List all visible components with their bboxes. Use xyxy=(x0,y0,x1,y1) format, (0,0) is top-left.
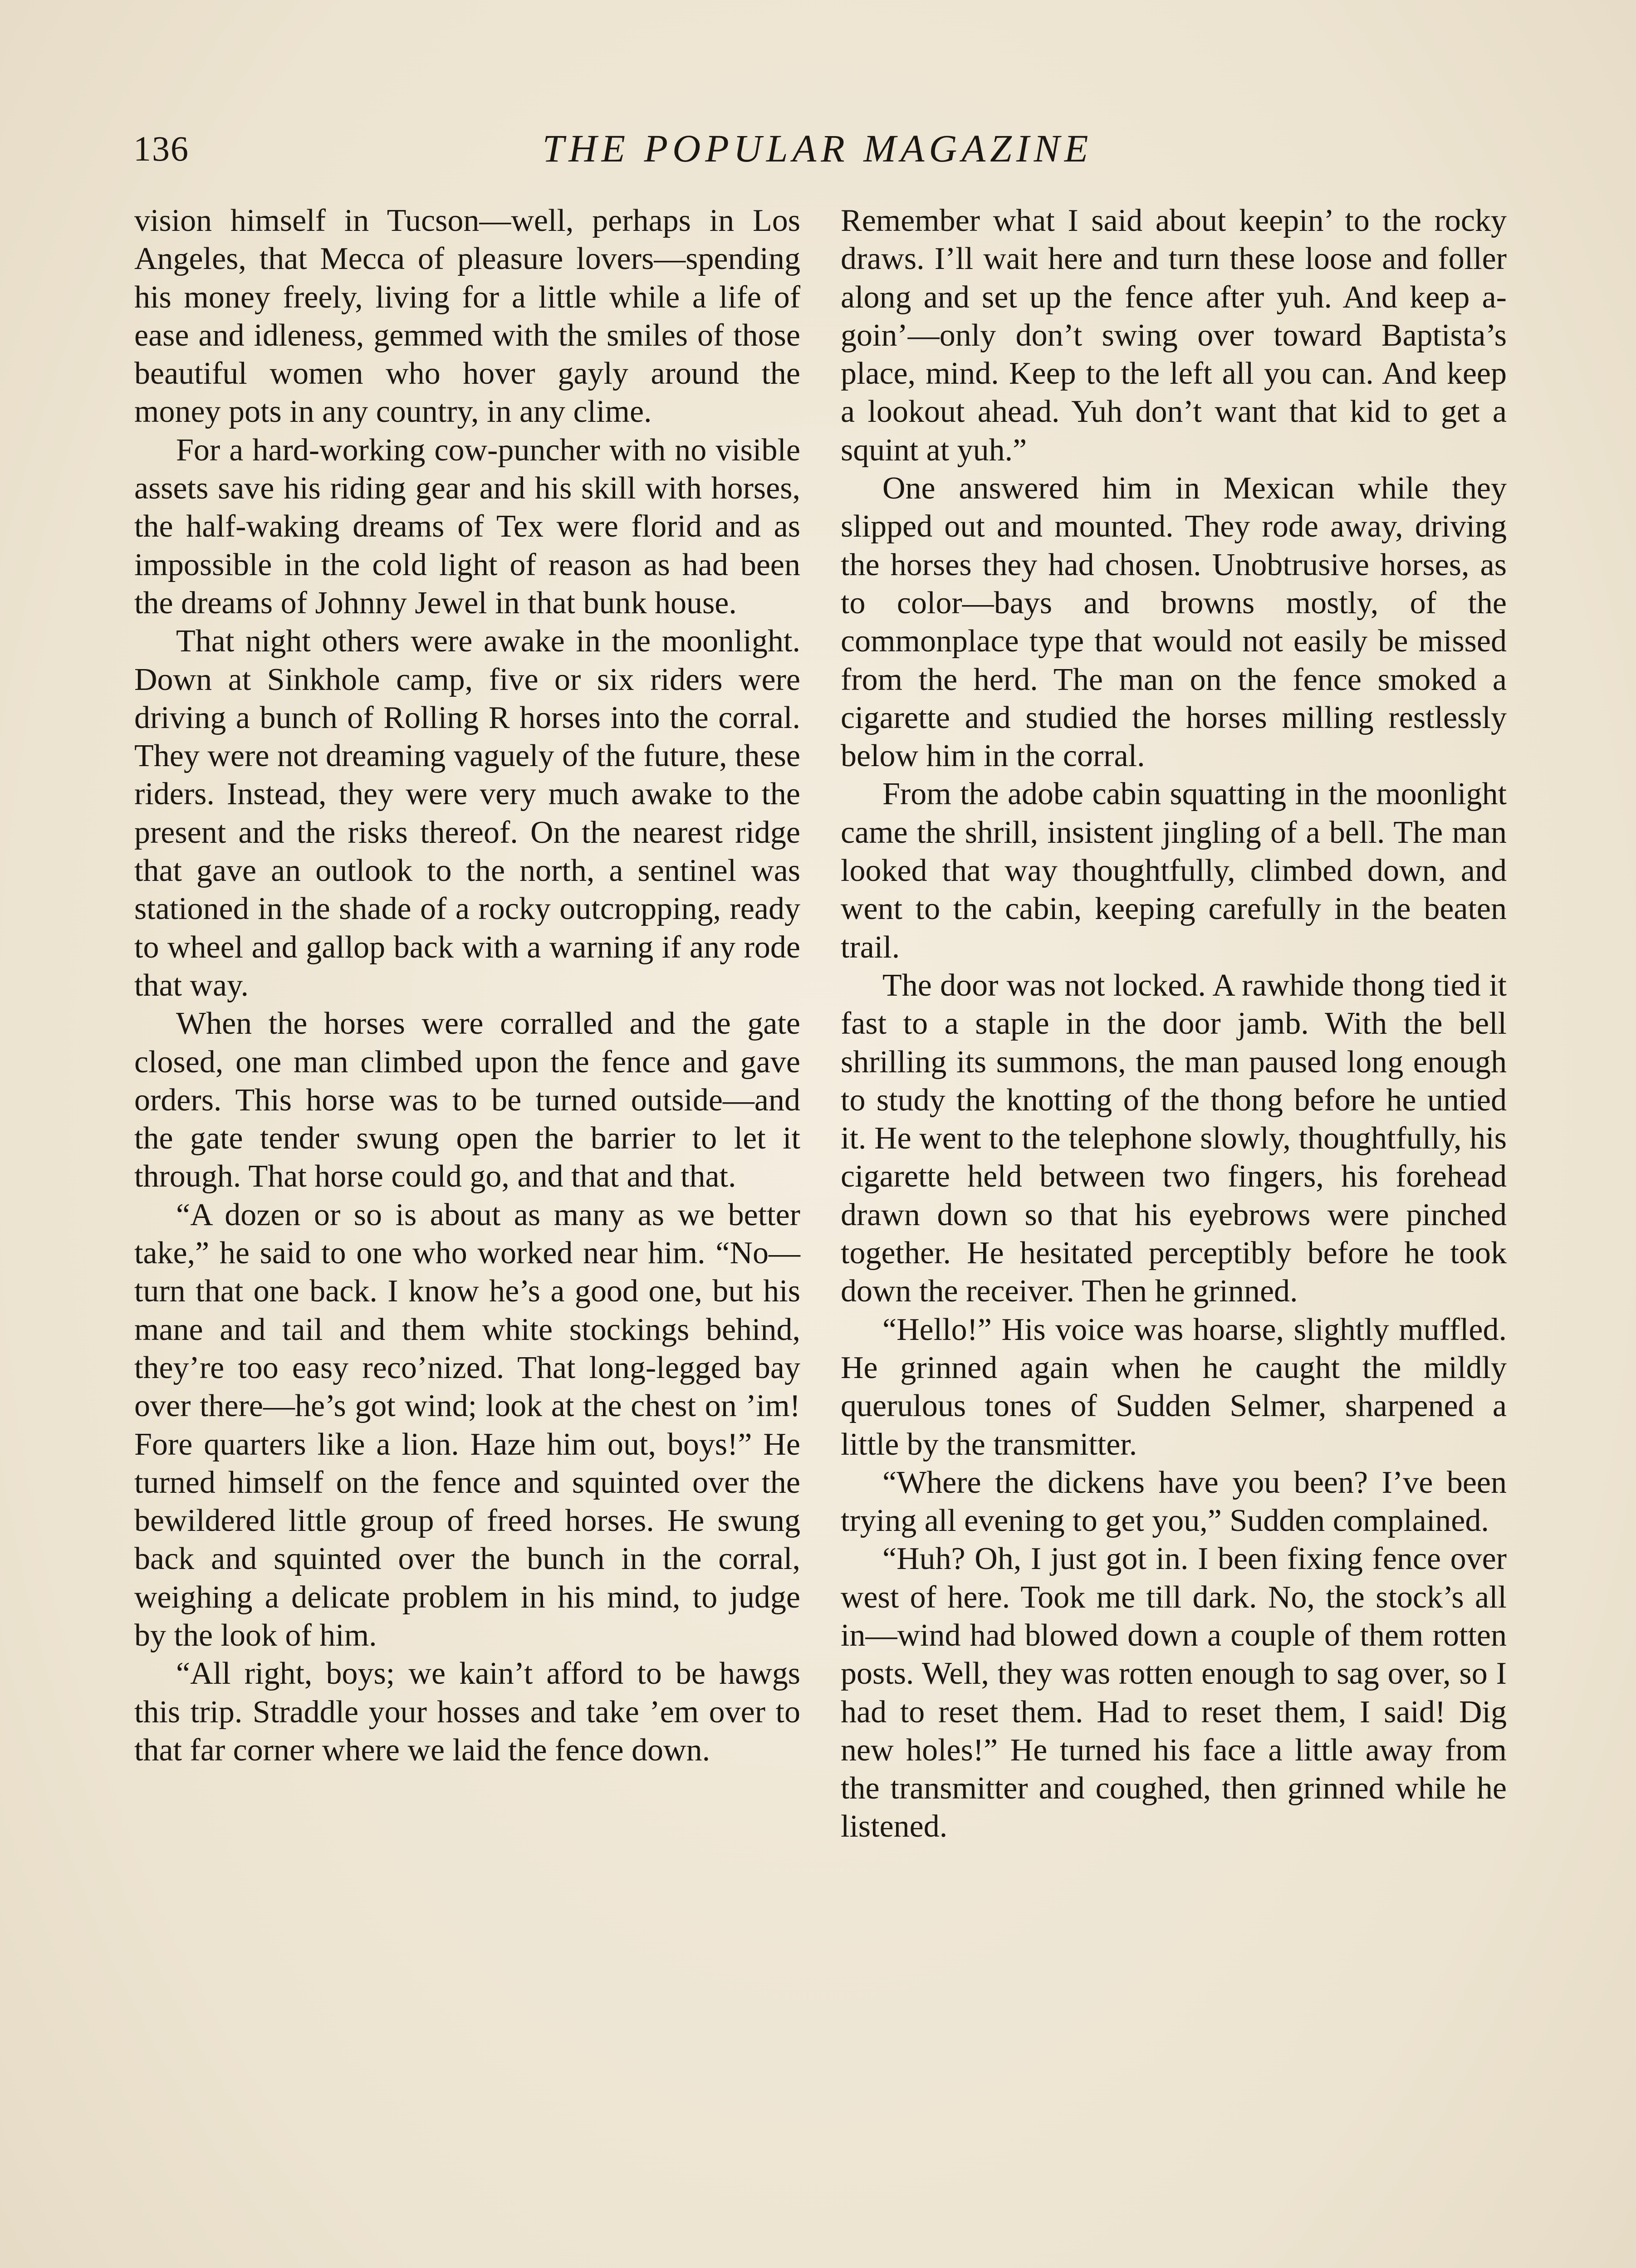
paragraph: Remember what I said about keepin’ to the rocky draws. I’ll wait here and turn these loose and foller along and set up the fence after yuh. And keep a-goin’—only don’t swing over toward Baptista’s place, mind. Keep to the left all you can. And keep a lookout ahead. Yuh don’t want that kid to get a squint at yuh.” xyxy=(841,203,1507,468)
left-column xyxy=(134,202,800,1769)
paragraph: “Hello!” His voice was hoarse, slightly muffled. He grinned again when he caught the mildly querulous tones of Sudden Selmer, sharpened a little by the transmitter. xyxy=(841,1312,1507,1462)
paragraph: That night others were awake in the moonlight. Down at Sinkhole camp, five or six riders were driving a bunch of Rolling R horses into the corral. They were not dreaming vaguely of the future, these riders. Instead, they were very much awake to the present and the risks thereof. On the nearest ridge that gave an outlook to the north, a sentinel was stationed in the shade of a rocky outcropping, ready to wheel and gallop back with a warning if any rode that way. xyxy=(134,624,800,1003)
paragraph: The door was not locked. A rawhide thong tied it fast to a staple in the door jamb. With the bell shrilling its summons, the man paused long enough to study the knotting of the thong before he untied it. He went to the telephone slowly, thoughtfully, his cigarette held between two fingers, his forehead drawn down so that his eyebrows were pinched together. He hesitated perceptibly before he took down the receiver. Then he grinned. xyxy=(841,968,1507,1309)
paragraph: “A dozen or so is about as many as we better take,” he said to one who worked near him. “No—turn that one back. I know he’s a good one, but his mane and tail and them white stockings behind, they’re too easy reco’nized. That long-legged bay over there—he’s got wind; look at the chest on ’im! Fore quarters like a lion. Haze him out, boys!” He turned himself on the fence and squinted over the bewildered little group of freed horses. He swung back and squinted over the bunch in the corral, weighing a delicate problem in his mind, to judge by the look of him. xyxy=(134,1197,800,1653)
right-column xyxy=(841,202,1507,1846)
paragraph: For a hard-working cow-puncher with no visible assets save his riding gear and his skill with horses, the half-waking dreams of Tex were florid and as impossible in the cold light of reason as had been the dreams of Johnny Jewel in that bunk house. xyxy=(134,432,800,621)
paragraph: When the horses were corralled and the gate closed, one man climbed upon the fence and gave orders. This horse was to be turned outside—and the gate tender swung open the barrier to let it through. That horse could go, and that and that. xyxy=(134,1006,800,1194)
paragraph: From the adobe cabin squatting in the moonlight came the shrill, insistent jingling of a bell. The man looked that way thoughtfully, climbed down, and went to the cabin, keeping carefully in the beaten trail. xyxy=(841,777,1507,965)
magazine-title: THE POPULAR MAGAZINE xyxy=(542,127,1093,170)
page-number: 136 xyxy=(133,129,189,168)
page-header xyxy=(128,116,1507,170)
paragraph: vision himself in Tucson—well, perhaps in Los Angeles, that Mecca of pleasure lovers—spending his money freely, living for a little while a life of ease and idleness, gemmed with the smiles of those beautiful women who hover gayly around the money pots in any country, in any clime. xyxy=(134,203,800,430)
paragraph: “Where the dickens have you been? I’ve been trying all evening to get you,” Sudden complained. xyxy=(841,1465,1507,1539)
paragraph: “Huh? Oh, I just got in. I been fixing fence over west of here. Took me till dark. No, the stock’s all in—wind had blowed down a couple of them rotten posts. Well, they was rotten enough to sag over, so I had to reset them. Had to reset them, I said! Dig new holes!” He turned his face a little away from the transmitter and coughed, then grinned while he listened. xyxy=(841,1541,1507,1844)
paragraph: “All right, boys; we kain’t afford to be hawgs this trip. Straddle your hosses and take ’em over to that far corner where we laid the fence down. xyxy=(134,1656,800,1768)
paragraph: One answered him in Mexican while they slipped out and mounted. They rode away, driving the horses they had chosen. Unobtrusive horses, as to color—bays and browns mostly, of the commonplace type that would not easily be missed from the herd. The man on the fence smoked a cigarette and studied the horses milling restlessly below him in the corral. xyxy=(841,471,1507,774)
